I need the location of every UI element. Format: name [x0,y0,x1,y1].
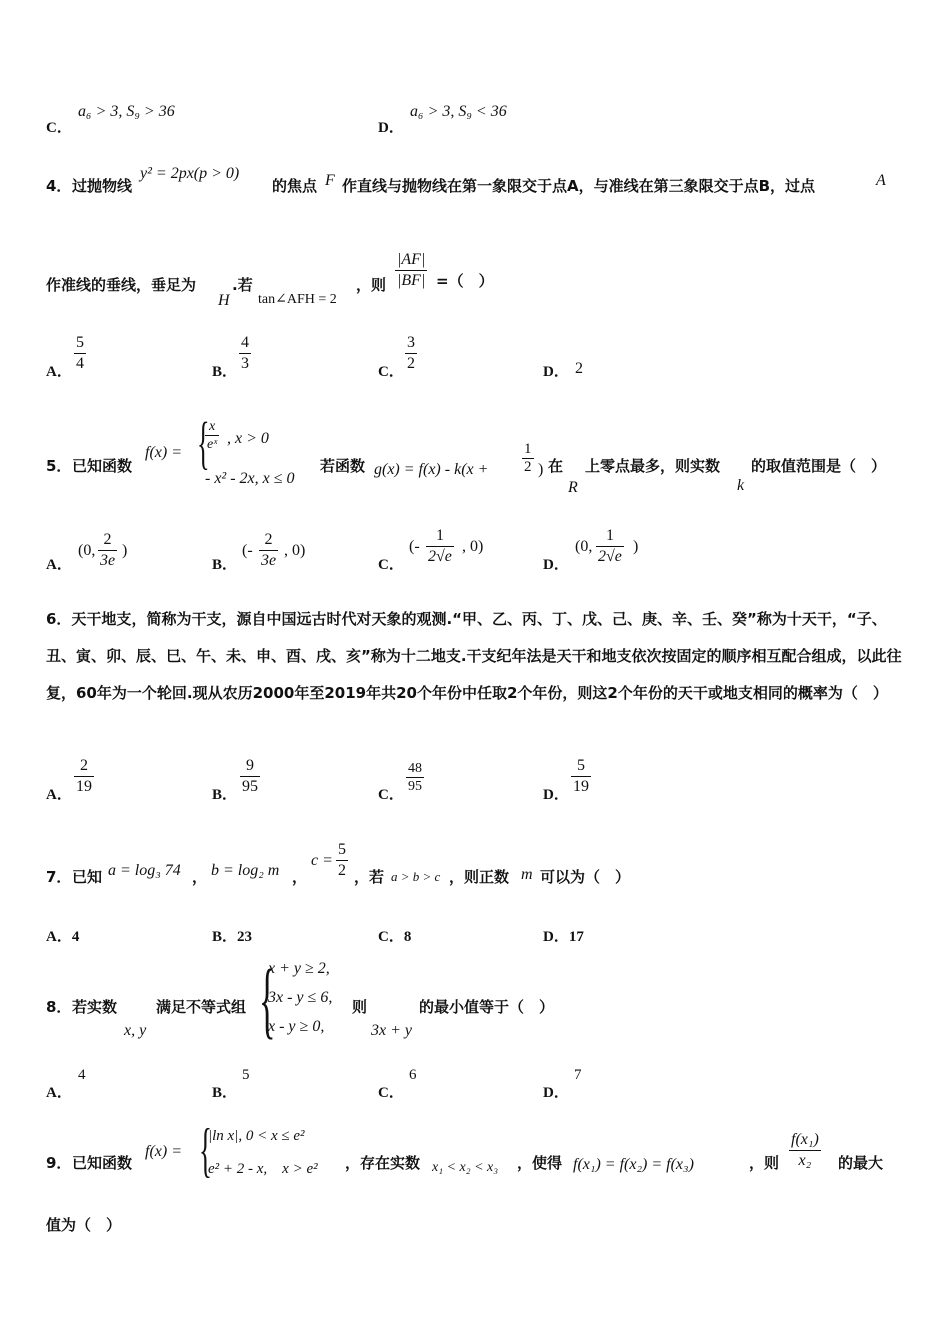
q4-ratio-denominator: |BF| [397,272,426,289]
q7-b-expr: b = log₂ m [211,862,280,879]
q8-text-2: 满足不等式组 [156,998,247,1016]
q8-target-expr: 3x + y [371,1022,412,1039]
q4-option-c-num: 3 [405,333,417,354]
q5-option-a-pre: (0, [78,542,96,559]
q7-option-c-label: C． [378,929,404,945]
q4-text-6: ，则 [356,276,387,294]
q4-option-a-value [74,333,86,374]
q4-text-3: 作直线与抛物线在第一象限交于点A，与准线在第三象限交于点B，过点 [342,177,816,195]
q5-case1: , x > 0 [227,430,269,447]
q4-parabola: y² = 2px(p > 0) [140,165,240,182]
q5-g-num: 1 [524,441,532,457]
q7-option-b-value: 23 [237,929,253,945]
q5-case1-num: x [205,418,219,436]
q8-option-d-label: D． [543,1085,569,1101]
q5-option-c-den: 2√e [428,548,452,565]
q6-option-b-label: B． [212,787,238,803]
q4-option-c-value [405,333,417,374]
q8-inequality-2: 3x - y ≤ 6, [268,989,333,1006]
q5-domain-r: R [568,479,578,496]
q4-option-c-den: 2 [407,355,415,372]
q9-text-6: 值为（ ） [46,1216,122,1234]
q7-option-c [378,925,411,946]
q7-text-2: ，若 [354,868,385,886]
q7-option-c-value: 8 [403,929,412,945]
q8-option-a-label: A． [46,1085,72,1101]
q5-g-den: 2 [524,459,532,475]
q8-text-3: 则 [352,998,368,1016]
q6-option-d-den: 19 [573,778,589,795]
q9-number: 9． [46,1154,72,1172]
q8-number: 8． [46,998,72,1016]
q5-option-c-post: , 0) [462,538,484,555]
q9-text-1: 已知函数 [72,1154,133,1172]
q7-option-b-label: B． [212,929,238,945]
q4-option-b-label: B． [212,364,238,380]
q4-foot-h: H [218,292,230,309]
q5-option-d-fraction [596,526,624,567]
q3-option-c-label: C． [46,120,72,136]
q5-text-1: 已知函数 [72,457,133,475]
q5-option-b-pre: (- [242,542,253,559]
q7-number: 7． [46,868,72,886]
q5-case1-fraction [205,418,219,453]
q3-option-d-label: D． [378,120,404,136]
q8-text-1: 若实数 [72,998,118,1016]
q4-ratio-numerator: |AF| [395,250,427,271]
q7-option-b [212,925,252,946]
q5-g-close: ) [538,461,544,478]
q4-text-1: 过抛物线 [72,177,133,195]
q5-option-a-num: 2 [98,530,117,551]
q8-vars: x, y [124,1022,147,1039]
q3-option-d-expr: a₆ > 3, S₉ < 36 [410,103,507,120]
q5-text-2: 若函数 [320,457,366,475]
q7-a-expr: a = log₃ 74 [108,862,181,879]
q9-ratio-denominator: x₂ [798,1152,812,1169]
q9-f-head: f(x) = [145,1143,182,1160]
q5-option-d-den: 2√e [598,548,622,565]
q6-option-c-value [406,760,424,795]
q4-option-b-value [239,333,251,374]
q9-text-4: ，则 [749,1154,780,1172]
q7-text-3: ，则正数 [449,868,510,886]
q9-ratio-fraction [789,1130,821,1171]
q8-brace: { [259,951,276,1047]
q5-option-b-post: , 0) [284,542,306,559]
q4-text-5: .若 [232,276,253,294]
q5-f-head: f(x) = [145,444,182,461]
q4-option-a-label: A． [46,364,72,380]
q9-ratio-numerator: f(x₁) [789,1130,821,1151]
q6-option-d-num: 5 [571,756,591,777]
q7-option-d [543,925,584,946]
q9-text-2: ，存在实数 [345,1154,421,1172]
q6-option-d-value [571,756,591,797]
q8-option-d-value: 7 [574,1067,582,1083]
q7-option-a [46,925,79,946]
q5-option-b-num: 2 [259,530,278,551]
q9-case-1: |ln x|, 0 < x ≤ e² [208,1128,305,1144]
q9-text-5: 的最大 [838,1154,884,1172]
q7-sep-2: ， [292,868,308,886]
q6-option-a-label: A． [46,787,72,803]
q5-option-a-post: ) [122,542,128,559]
q4-ratio-fraction [395,250,427,291]
q9-equation: f(x₁) = f(x₂) = f(x₃) [573,1156,694,1173]
q9-case-2: e² + 2 - x, x > e² [208,1161,318,1177]
q5-g-fraction [522,441,534,476]
q5-option-a-label: A． [46,557,72,573]
q6-option-b-value [240,756,260,797]
q6-option-d-label: D． [543,787,569,803]
q8-inequality-1: x + y ≥ 2, [268,960,330,977]
q7-option-a-value: 4 [71,929,80,945]
q5-option-b-label: B． [212,557,238,573]
q6-option-a-num: 2 [74,756,94,777]
q4-option-d-label: D． [543,364,569,380]
q6-option-c-num: 48 [408,761,422,776]
q8-option-c-value: 6 [409,1067,417,1083]
q4-option-c-label: C． [378,364,404,380]
q7-option-d-value: 17 [568,929,584,945]
q7-c-head: c = [311,852,333,869]
q8-option-a-value: 4 [78,1067,86,1083]
q4-tan-condition: tan∠AFH = 2 [258,292,337,307]
q6-option-c-label: C． [378,787,404,803]
q5-brace: { [197,410,210,475]
q5-option-d-num: 1 [596,526,624,547]
q5-option-b-fraction [259,530,278,571]
q8-option-b-value: 5 [242,1067,250,1083]
q8-option-c-label: C． [378,1085,404,1101]
q6-option-b-den: 95 [242,778,258,795]
q6-option-a-value [74,756,94,797]
q6-text: 6．天干地支，简称为干支，源自中国远古时代对天象的观测.“甲、乙、丙、丁、戊、己、庚、辛、壬、癸”称为十天干，“子、丑、寅、卯、辰、巳、午、未、申、酉、戌、亥”称为十二地支.干支纪年法是天干和地支依次按固定的顺序相互配合组成，以此往复，60年为一个轮回.现从农历2000年至2019年共20个年份中任取2个年份，则这2个年份的天干或地支相同的概率为（ ） [46,610,902,702]
q4-option-a-num: 5 [74,333,86,354]
q4-option-b-num: 4 [239,333,251,354]
q6-option-b-num: 9 [240,756,260,777]
q4-text-7: =（ ） [436,272,494,290]
q5-option-d-label: D． [543,557,569,573]
q4-point-a: A [876,172,886,189]
q9-text-3: ，使得 [517,1154,563,1172]
q5-option-a-den: 3e [100,552,116,569]
q6-option-c-den: 95 [408,779,422,794]
q9-order: x₁ < x₂ < x₃ [432,1160,499,1175]
q4-text-4: 作准线的垂线，垂足为 [46,276,197,294]
q4-option-d-value: 2 [575,360,583,377]
q5-case2: - x² - 2x, x ≤ 0 [205,470,295,487]
q8-option-b-label: B． [212,1085,238,1101]
q5-text-4: 上零点最多，则实数 [585,457,721,475]
q7-text-4: 可以为（ ） [540,868,631,886]
q7-param-m: m [521,866,533,883]
q5-option-c-fraction [426,526,454,567]
q5-number: 5． [46,457,72,475]
q4-option-a-den: 4 [76,355,84,372]
q5-option-c-label: C． [378,557,404,573]
q4-option-b-den: 3 [241,355,249,372]
q7-text-1: 已知 [72,868,103,886]
q5-option-d-post: ) [633,538,639,555]
q5-g-expr: g(x) = f(x) - k(x + [374,461,489,478]
q3-option-c-expr: a₆ > 3, S₉ > 36 [78,103,175,120]
q5-option-c-num: 1 [426,526,454,547]
q5-option-c-pre: (- [409,538,420,555]
q5-text-5: 的取值范围是（ ） [751,457,887,475]
q8-text-4: 的最小值等于（ ） [419,998,555,1016]
q7-option-a-label: A． [46,929,72,945]
q5-param-k: k [737,477,745,494]
q5-option-b-den: 3e [261,552,277,569]
q7-option-d-label: D． [543,929,569,945]
q6-option-a-den: 19 [76,778,92,795]
q8-inequality-3: x - y ≥ 0, [268,1018,325,1035]
q4-number: 4． [46,177,72,195]
q4-focus: F [325,172,335,189]
q7-c-fraction [336,840,348,881]
q4-text-2: 的焦点 [272,177,318,195]
q7-sep-1: ， [192,868,208,886]
q5-option-d-pre: (0, [575,538,593,555]
q7-c-den: 2 [338,862,346,879]
q5-case1-den: eˣ [207,437,218,452]
q7-c-num: 5 [336,840,348,861]
q7-condition: a > b > c [391,869,441,884]
q9-brace: { [199,1117,212,1183]
q5-option-a-fraction [98,530,117,571]
q5-text-3: 在 [548,457,564,475]
